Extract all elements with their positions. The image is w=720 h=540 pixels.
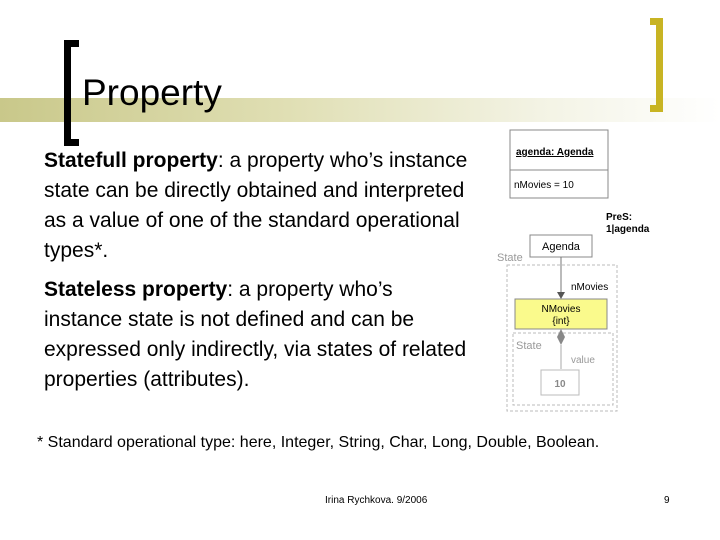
statefull-definition: : a property who’s instance state can be directly obtained and interpreted as a value of one of the standard operational types*. [44, 149, 468, 262]
statefull-term: Statefull property [44, 149, 218, 172]
page-number: 9 [664, 495, 670, 506]
object-attr: nMovies = 10 [514, 180, 574, 191]
state-inner-label: State [516, 340, 542, 352]
nmovies-role-label: nMovies [571, 282, 609, 293]
state-outer-label: State [497, 252, 523, 264]
nmovies-box-line1: NMovies [541, 304, 581, 315]
agenda-to-nmovies-arrowhead [557, 292, 565, 299]
value-box-text: 10 [554, 379, 566, 390]
footer-author-date: Irina Rychkova. 9/2006 [325, 495, 428, 506]
object-name: agenda: Agenda [516, 147, 594, 158]
slide-title: Property [82, 72, 222, 113]
pres-label-line1: PreS: [606, 212, 633, 223]
footnote: * Standard operational type: here, Integer, String, Char, Long, Double, Boolean. [37, 434, 600, 451]
nmovies-box-line2: {int} [552, 316, 570, 327]
stateless-definition: : a property who’s instance state is not defined and can be expressed only indirectly, via states of related properties (attributes). [44, 278, 467, 391]
stateless-term: Stateless property [44, 278, 228, 301]
composition-diamond [557, 329, 565, 345]
agenda-label: Agenda [542, 241, 580, 253]
pres-label-line2: 1|agenda [606, 224, 650, 235]
value-role-label: value [571, 355, 595, 366]
